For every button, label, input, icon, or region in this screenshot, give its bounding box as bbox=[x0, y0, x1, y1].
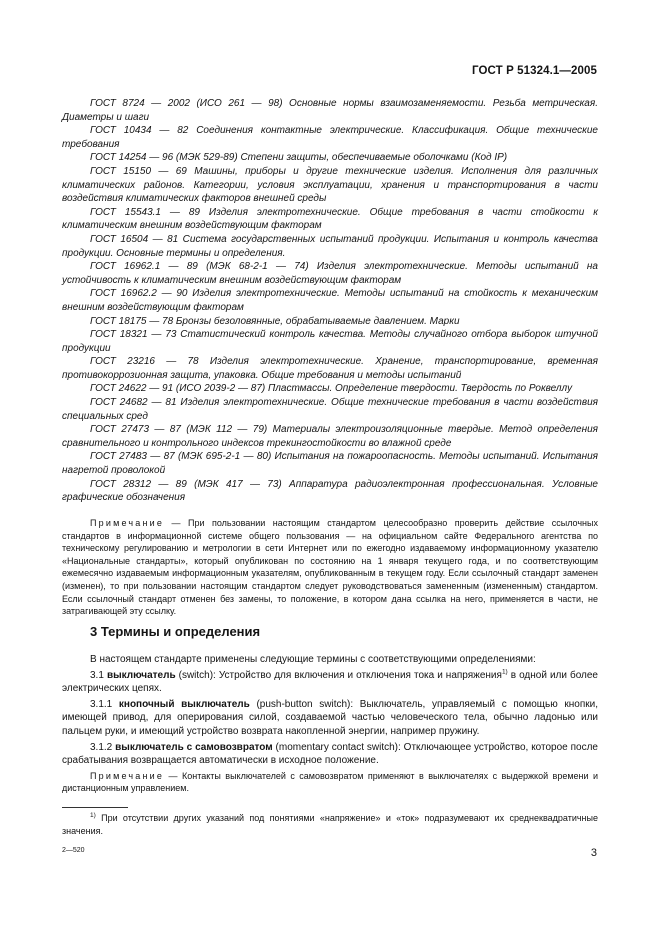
section-intro: В настоящем стандарте применены следующие термины с соответствующими определениями: bbox=[90, 654, 536, 665]
term-name: выключатель bbox=[106, 669, 176, 681]
references-note bbox=[62, 517, 598, 618]
reference-item: ГОСТ 18175 — 78 Бронзы безоловянные, обрабатываемые давлением. Марки bbox=[90, 315, 460, 327]
reference-item: ГОСТ 15543.1 — 89 Изделия электротехнические. Общие требования в части стойкости к климатическим внешним воздействующим факторам bbox=[62, 206, 598, 232]
term-name: выключатель с самовозвратом bbox=[115, 741, 273, 753]
section-body bbox=[62, 653, 598, 795]
reference-item: ГОСТ 18321 — 73 Статистический контроль качества. Методы случайного отбора выборок штучной продукции bbox=[62, 329, 598, 354]
print-code: 2—520 bbox=[62, 847, 85, 854]
footnote-divider bbox=[62, 807, 128, 808]
reference-item: ГОСТ 23216 — 78 Изделия электротехнические. Хранение, транспортирование, временная противокоррозионная защита, упаковка. Общие требования и методы испытаний bbox=[62, 356, 598, 381]
reference-item: ГОСТ 16962.1 — 89 (МЭК 68-2-1 — 74) Изделия электротехнические. Методы испытаний на устойчивость к климатическим внешним воздействующим факторам bbox=[62, 261, 598, 286]
term-number: 3.1.2 bbox=[90, 741, 116, 753]
term-3-1 bbox=[62, 669, 598, 696]
footnote-marker: 1) bbox=[501, 668, 508, 676]
note-label: Примечание bbox=[90, 518, 165, 528]
reference-item: ГОСТ 24682 — 81 Изделия электротехнические. Общие технические требования в части воздействия специальных сред bbox=[62, 397, 598, 422]
footnote-mark: 1) bbox=[90, 812, 96, 819]
term-number: 3.1.1 bbox=[90, 698, 119, 710]
term-definition: (push-button switch): Выключатель, управляемый с помощью кнопки, имеющей привод, для оперирования силой, создаваемой частью человеческого тела, обычно ладонью или пальцем руки, и имеющий устройство возврата накопленной энергии, например пружину. bbox=[62, 698, 598, 737]
reference-item: ГОСТ 24622 — 91 (ИСО 2039-2 — 87) Пластмассы. Определение твердости. Твердость по Роквеллу bbox=[90, 383, 573, 395]
term-number: 3.1 bbox=[90, 669, 107, 681]
reference-item: ГОСТ 8724 — 2002 (ИСО 261 — 98) Основные нормы взаимозаменяемости. Резьба метрическая. Диаметры и шаги bbox=[62, 98, 598, 123]
reference-item: ГОСТ 27473 — 87 (МЭК 112 — 79) Материалы электроизоляционные твердые. Метод определения сравнительного и контрольного индексов трекингостойкости во влажной среде bbox=[62, 424, 598, 449]
term-definition: (momentary contact switch): Отключающее устройство, которое после срабатывания возвращается автоматически в исходное положение. bbox=[62, 741, 598, 767]
document-header: ГОСТ Р 51324.1—2005 bbox=[472, 65, 597, 77]
footnote-text: При отсутствии других указаний под понятиями «напряжение» и «ток» подразумевают их среднеквадратичные значения. bbox=[62, 813, 598, 836]
reference-item: ГОСТ 28312 — 89 (МЭК 417 — 73) Аппаратура радиоэлектронная профессиональная. Условные графические обозначения bbox=[62, 478, 598, 504]
reference-item: ГОСТ 15150 — 69 Машины, приборы и другие технические изделия. Исполнения для различных климатических районов. Категории, условия эксплуатации, хранения и транспортирования в части воздействия климатических факторов внешней среды bbox=[62, 165, 598, 205]
term-note bbox=[62, 770, 598, 795]
reference-item: ГОСТ 14254 — 96 (МЭК 529-89) Степени защиты, обеспечиваемые оболочками (Код IP) bbox=[90, 152, 508, 164]
term-3-1-2 bbox=[62, 741, 598, 768]
section-title: 3 Термины и определения bbox=[90, 624, 261, 639]
note-label: Примечание bbox=[90, 770, 165, 781]
term-name: кнопочный выключатель bbox=[118, 698, 250, 710]
note-text: — Контакты выключателей с самовозвратом применяют в выключателях с выдержкой времени и дистанционным управлением. bbox=[62, 770, 598, 794]
reference-item: ГОСТ 10434 — 82 Соединения контактные электрические. Классификация. Общие технические требования bbox=[62, 125, 598, 150]
footnote bbox=[62, 812, 598, 837]
reference-item: ГОСТ 16504 — 81 Система государственных испытаний продукции. Испытания и контроль качества продукции. Основные термины и определения. bbox=[62, 233, 598, 259]
normative-references-list bbox=[62, 97, 598, 505]
note-text: — При пользовании настоящим стандартом целесообразно проверить действие ссылочных стандартов в информационной системе общего пользования — на официальном сайте Федерального агентства по техническому регулированию и метрологии в сети Интернет или по ежегодно издаваемому информационному указателю «Национальные стандарты», который опубликован по состоянию на 1 января текущего года, и по соответствующим ежемесячно издаваемым информационным указателям, опубликованным в текущем году. Если ссылочный стандарт заменен (изменен), то при пользовании настоящим стандартом следует руководствоваться замененным (измененным) стандартом. Если ссылочный стандарт отменен без замены, то положение, в котором дана ссылка на него, применяется в части, не затрагивающей эту ссылку. bbox=[62, 518, 598, 617]
reference-item: ГОСТ 16962.2 — 90 Изделия электротехнические. Методы испытаний на стойкость к механическим внешним воздействующим факторам bbox=[62, 288, 598, 313]
term-definition-end: в одной или более электрических цепях. bbox=[62, 669, 598, 695]
reference-item: ГОСТ 27483 — 87 (МЭК 695-2-1 — 80) Испытания на пожароопасность. Методы испытаний. Испытания нагретой проволокой bbox=[62, 451, 598, 477]
term-definition: (switch): Устройство для включения и отключения тока и напряжения bbox=[175, 669, 502, 681]
page-number: 3 bbox=[590, 847, 597, 859]
term-3-1-1 bbox=[62, 698, 598, 739]
